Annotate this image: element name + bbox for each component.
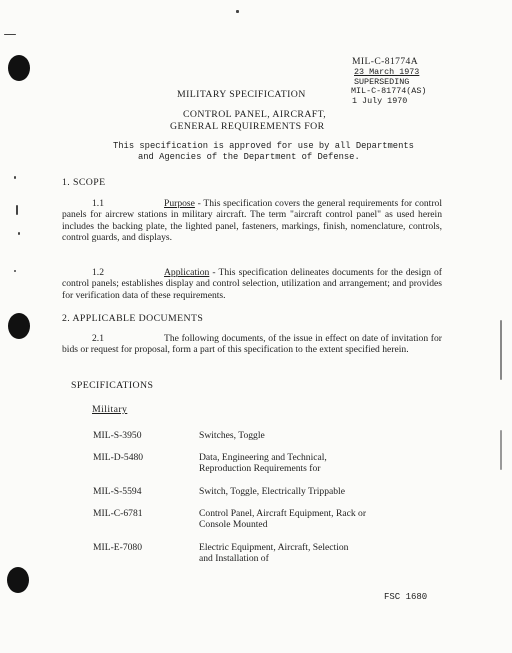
- approval-line-1: This specification is approved for use by all Departments: [113, 141, 414, 151]
- scan-speck: [4, 34, 16, 35]
- paragraph-text: - This specification covers the general requirements for control panels for aircrew stations in military aircraft. The term "aircraft control panel" as used herein includes the backing plate, the lighted panel, fasteners, markings, finish, nomenclature, controls, control guards, and displays.: [62, 198, 442, 244]
- paragraph-2-1: [62, 333, 442, 356]
- spec-title: Data, Engineering and Technical,: [199, 452, 327, 463]
- paragraph-number: 2.1: [92, 333, 104, 344]
- scan-speck: [16, 205, 18, 215]
- spec-title: Switch, Toggle, Electrically Trippable: [199, 486, 345, 497]
- paragraph-title: Purpose: [164, 198, 195, 209]
- superseding-label: SUPERSEDING: [354, 77, 410, 87]
- paragraph-1-1: [62, 198, 442, 244]
- spec-title: Electric Equipment, Aircraft, Selection: [199, 542, 349, 553]
- punch-hole-top: [8, 55, 30, 81]
- paragraph-text: - This specification delineates documents for the design of control panels; establishes display and control selection, utilization and arrangement; and provides for verification data of these requirements.: [62, 267, 442, 301]
- doc-number: MIL-C-81774A: [352, 56, 419, 67]
- scan-speck: [500, 320, 502, 380]
- section-2-heading: 2. APPLICABLE DOCUMENTS: [62, 313, 204, 324]
- military-subheading: Military: [92, 404, 128, 415]
- scan-speck: [500, 430, 502, 470]
- spec-title-cont: Console Mounted: [199, 519, 268, 530]
- document-type: MILITARY SPECIFICATION: [177, 89, 306, 100]
- superseded-date: 1 July 1970: [352, 96, 408, 106]
- spec-number: MIL-E-7080: [93, 542, 143, 553]
- doc-date: 23 March 1973: [354, 67, 420, 77]
- punch-hole-bottom: [7, 567, 29, 593]
- spec-title: Control Panel, Aircraft Equipment, Rack or: [199, 508, 367, 519]
- paragraph-number: 1.1: [92, 198, 104, 209]
- scan-speck: [14, 176, 16, 179]
- superseded-number: MIL-C-81774(AS): [351, 86, 427, 96]
- scan-speck: [18, 232, 20, 235]
- title-line-1: CONTROL PANEL, AIRCRAFT,: [183, 109, 327, 120]
- scan-speck: [14, 270, 16, 272]
- paragraph-number: 1.2: [92, 267, 104, 278]
- spec-title: Switches, Toggle: [199, 430, 265, 441]
- paragraph-title: Application: [164, 267, 210, 278]
- specifications-heading: SPECIFICATIONS: [71, 380, 154, 391]
- spec-title-cont: Reproduction Requirements for: [199, 463, 321, 474]
- scan-speck: [236, 10, 239, 13]
- paragraph-text: The following documents, of the issue in effect on date of invitation for bids or request for proposal, form a part of this specification to the extent specified herein.: [62, 333, 442, 356]
- approval-line-2: and Agencies of the Department of Defense.: [138, 152, 360, 162]
- punch-hole-middle: [8, 313, 30, 339]
- spec-number: MIL-D-5480: [93, 452, 144, 463]
- section-1-heading: 1. SCOPE: [62, 177, 106, 188]
- spec-number: MIL-S-3950: [93, 430, 142, 441]
- spec-number: MIL-S-5594: [93, 486, 142, 497]
- paragraph-1-2: [62, 267, 442, 301]
- title-line-2: GENERAL REQUIREMENTS FOR: [170, 121, 325, 132]
- fsc-code: FSC 1680: [384, 592, 428, 602]
- spec-number: MIL-C-6781: [93, 508, 143, 519]
- spec-title-cont: and Installation of: [199, 553, 269, 564]
